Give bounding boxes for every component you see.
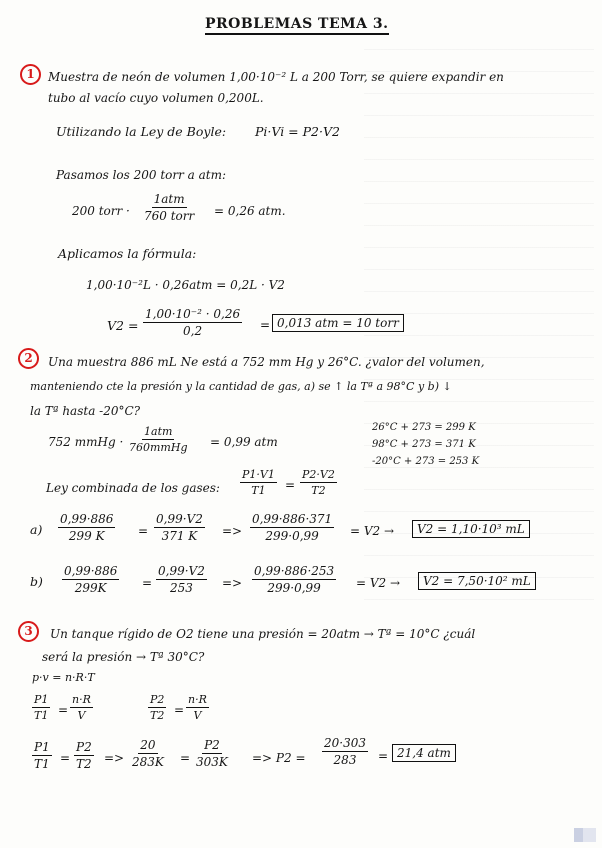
p2-a-frac3-num: 0,99·886·371	[252, 512, 333, 526]
p3-statement-line1: Un tanque rígido de O2 tiene una presión = 20atm → Tª = 10°C ¿cuál	[50, 627, 476, 641]
p3-g5-num: 20·303	[324, 736, 366, 750]
p3-frac-p2t2-num: P2	[150, 693, 165, 706]
p3-frac-p2t2-den: T2	[150, 709, 165, 722]
p3-frac-p2t2	[148, 693, 166, 722]
p2-statement-line3: la Tª hasta -20°C?	[30, 404, 141, 418]
p2-b-frac1-num: 0,99·886	[64, 564, 118, 578]
p1-boyle-equation: Pi·Vi = P2·V2	[255, 124, 340, 139]
p3-g4-den: 303K	[196, 755, 228, 769]
p2-comb-right-den: T2	[311, 484, 326, 497]
p2-conv-num: 1atm	[144, 425, 173, 438]
p3-g3-num: 20	[140, 738, 156, 752]
p2-a-frac2	[154, 512, 205, 543]
p2-a-frac2-num: 0,99·V2	[156, 512, 203, 526]
p3-g5-den: 283	[333, 753, 357, 767]
p2-part-b-label: b)	[30, 574, 43, 589]
p3-frac-p1t1-den: T1	[34, 709, 49, 722]
p2-conv-den: 760mmHg	[129, 441, 188, 454]
p1-v2-num: 1,00·10⁻² · 0,26	[145, 307, 241, 321]
p1-statement-line1: Muestra de neón de volumen 1,00·10⁻² L a 200 Torr, se quiere expandir en	[48, 70, 504, 84]
p3-eq-d: =	[180, 751, 191, 765]
p2-b-frac3	[252, 564, 336, 595]
p2-a-implies: =>	[222, 524, 243, 538]
p2-temp-line: 98°C + 273 = 371 K	[372, 439, 476, 450]
p3-implies-1: =>	[104, 751, 125, 765]
p2-conv-fraction	[127, 425, 190, 454]
p1-equation: 1,00·10⁻²L · 0,26atm = 0,2L · V2	[86, 278, 285, 292]
p2-comb-left-den: T1	[251, 484, 266, 497]
p3-g3	[130, 738, 166, 769]
p1-conv-rhs: = 0,26 atm.	[214, 204, 286, 218]
p3-g2-den: T2	[76, 757, 92, 771]
p2-conv-rhs: = 0,99 atm	[210, 435, 278, 449]
p3-g1	[32, 740, 52, 771]
p3-g3-den: 283K	[132, 755, 164, 769]
p1-conv-fraction	[142, 192, 196, 223]
p3-ideal-gas-law: p·v = n·R·T	[32, 671, 95, 684]
p2-b-tail: = V2 →	[356, 576, 401, 590]
p1-pasamos: Pasamos los 200 torr a atm:	[56, 168, 227, 182]
page-title: PROBLEMAS TEMA 3.	[205, 16, 389, 35]
p3-frac-nr1-num: n·R	[72, 693, 91, 706]
p2-b-frac2-num: 0,99·V2	[158, 564, 205, 578]
p3-p2-lhs: => P2 =	[252, 751, 306, 765]
p2-a-frac3	[250, 512, 334, 543]
p2-comb-right-num: P2·V2	[302, 468, 335, 481]
p2-conv-lhs: 752 mmHg ·	[48, 435, 124, 449]
p2-comb-right	[300, 468, 337, 497]
p1-v2-lhs: V2 =	[107, 318, 139, 333]
p1-v2-equals: =	[260, 318, 271, 332]
p2-b-frac1-den: 299K	[74, 581, 107, 595]
p3-g4	[194, 738, 230, 769]
p3-g4-num: P2	[204, 738, 220, 752]
p3-frac-nr2-num: n·R	[188, 693, 207, 706]
p2-a-tail: = V2 →	[350, 524, 395, 538]
p2-a-frac1-num: 0,99·886	[60, 512, 114, 526]
p3-eq-c: =	[60, 751, 71, 765]
p3-g5	[322, 736, 368, 767]
p3-frac-p1t1	[32, 693, 50, 722]
p3-statement-line2: será la presión → Tª 30°C?	[42, 650, 205, 664]
p1-aplicamos: Aplicamos la fórmula:	[58, 246, 197, 261]
p2-part-a-label: a)	[30, 522, 43, 537]
p2-a-frac3-den: 299·0,99	[265, 529, 319, 543]
p1-conv-lhs: 200 torr ·	[72, 204, 130, 218]
p2-temperature-list	[372, 419, 479, 470]
p2-comb-left	[240, 468, 277, 497]
p1-conv-num: 1atm	[153, 192, 185, 206]
p2-statement-line2: manteniendo cte la presión y la cantidad de gas, a) se ↑ la Tª a 98°C y b) ↓	[30, 380, 452, 393]
p3-frac-nr1	[70, 693, 93, 722]
p2-a-frac1-den: 299 K	[68, 529, 105, 543]
p2-b-implies: =>	[222, 576, 243, 590]
problem-3-number: 3	[18, 621, 39, 642]
p3-eq-e: =	[378, 749, 389, 763]
p2-statement-line1: Una muestra 886 mL Ne está a 752 mm Hg y 26°C. ¿valor del volumen,	[48, 355, 485, 369]
p2-b-frac2	[156, 564, 207, 595]
p1-statement-line2: tubo al vacío cuyo volumen 0,200L.	[48, 91, 264, 105]
p2-a-eq1: =	[138, 524, 149, 538]
p3-eq-b: =	[174, 703, 185, 717]
p2-b-frac3-num: 0,99·886·253	[254, 564, 335, 578]
scanner-logo	[574, 828, 596, 842]
p2-b-result-box: V2 = 7,50·10² mL	[418, 572, 536, 590]
p2-a-frac1	[58, 512, 115, 543]
p3-frac-p1t1-num: P1	[34, 693, 49, 706]
p2-comb-left-num: P1·V1	[242, 468, 275, 481]
p3-frac-nr2-den: V	[193, 709, 202, 722]
p2-a-frac2-den: 371 K	[161, 529, 198, 543]
p3-g2	[74, 740, 94, 771]
p2-b-frac1	[62, 564, 119, 595]
p2-b-frac2-den: 253	[169, 581, 193, 595]
p2-b-eq1: =	[142, 576, 153, 590]
p2-b-frac3-den: 299·0,99	[267, 581, 321, 595]
problem-1-number: 1	[20, 64, 41, 85]
p1-v2-fraction	[143, 307, 242, 338]
p3-frac-nr2	[186, 693, 209, 722]
p2-a-result-box: V2 = 1,10·10³ mL	[412, 520, 530, 538]
p3-eq-a: =	[58, 703, 69, 717]
p3-frac-nr1-den: V	[77, 709, 86, 722]
p2-temp-line: -20°C + 273 = 253 K	[372, 456, 480, 467]
problem-2-number: 2	[18, 348, 39, 369]
p3-g2-num: P2	[76, 740, 92, 754]
p1-conv-den: 760 torr	[144, 209, 195, 223]
p3-result-box: 21,4 atm	[392, 744, 456, 762]
p2-comb-equals: =	[285, 478, 296, 492]
p3-g1-num: P1	[34, 740, 50, 754]
p1-v2-den: 0,2	[183, 324, 203, 338]
p3-g1-den: T1	[34, 757, 50, 771]
p1-boyle-intro: Utilizando la Ley de Boyle:	[56, 124, 227, 139]
p1-result-box: 0,013 atm = 10 torr	[272, 314, 404, 332]
p2-temp-line: 26°C + 273 = 299 K	[372, 422, 476, 433]
p2-combined-law: Ley combinada de los gases:	[46, 481, 220, 495]
